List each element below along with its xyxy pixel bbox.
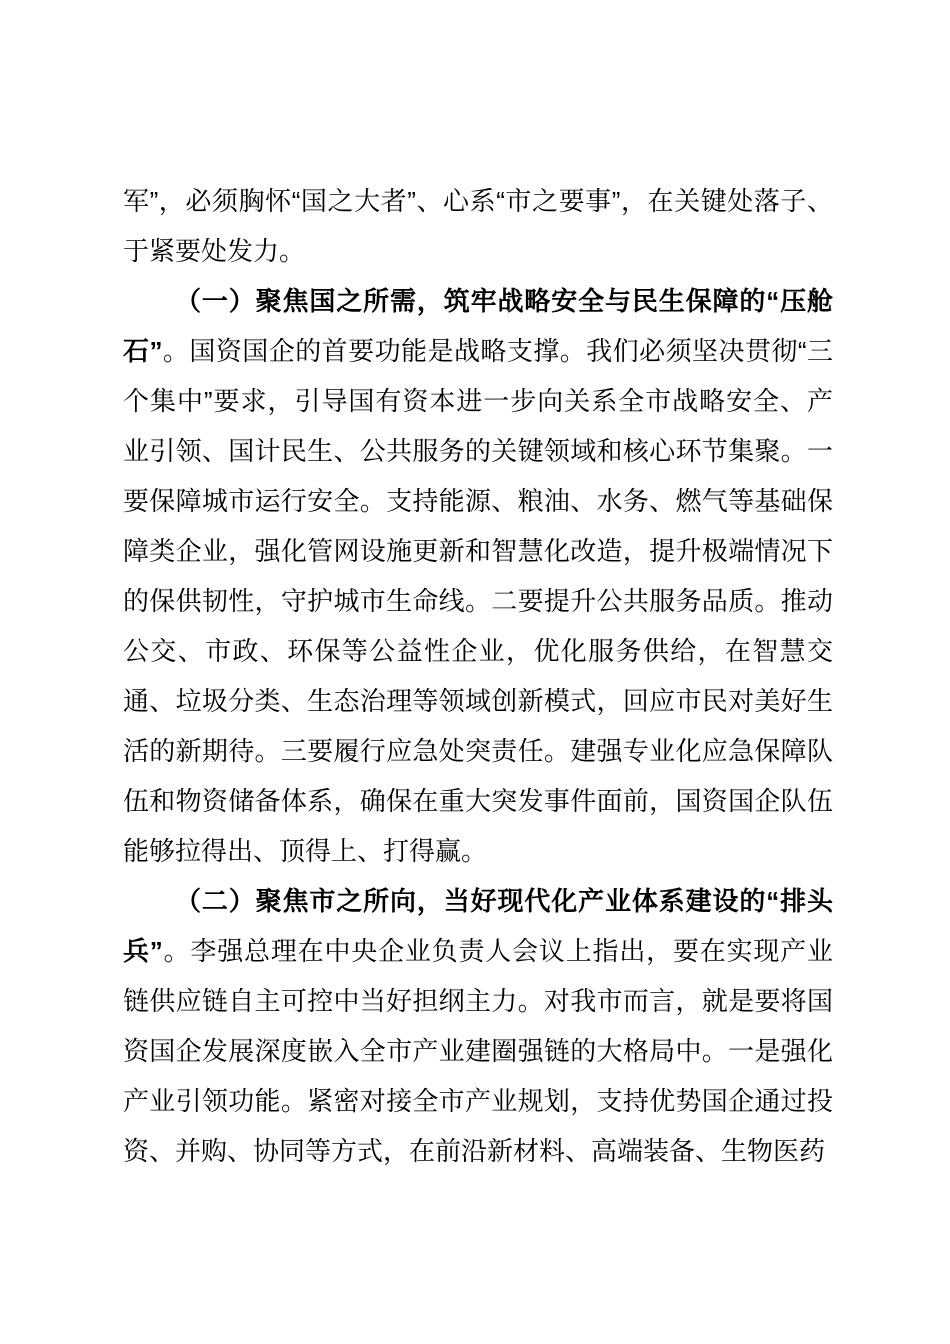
text-run: 。李强总理在中央企业负责人会议上指出，要在实现产业链供应链自主可控中当好担纲主力。对我市而言，就是要将国资国企发展深度嵌入全市产业建圈强链的大格局中。一是强化产业引领功能。紧密对接全市产业规划，支持优势国企通过投资、并购、协同等方式，在前沿新材料、高端装备、生物医药	[123, 936, 833, 1166]
document-body	[123, 176, 833, 1176]
bold-text-run: （二）聚焦市之所向，当好现代化产业体系建设的“排头兵”	[123, 886, 833, 966]
paragraph-section-two	[123, 876, 833, 1176]
paragraph-continuation	[123, 176, 833, 276]
text-run: 军”，必须胸怀“国之大者”、心系“市之要事”，在关键处落子、于紧要处发力。	[123, 186, 833, 266]
bold-text-run: （一）聚焦国之所需，筑牢战略安全与民生保障的“压舱石”	[123, 286, 833, 366]
paragraph-section-one	[123, 276, 833, 876]
text-run: 。国资国企的首要功能是战略支撑。我们必须坚决贯彻“三个集中”要求，引导国有资本进一步向关系全市战略安全、产业引领、国计民生、公共服务的关键领域和核心环节集聚。一要保障城市运行安全。支持能源、粮油、水务、燃气等基础保障类企业，强化管网设施更新和智慧化改造，提升极端情况下的保供韧性，守护城市生命线。二要提升公共服务品质。推动公交、市政、环保等公益性企业，优化服务供给，在智慧交通、垃圾分类、生态治理等领域创新模式，回应市民对美好生活的新期待。三要履行应急处突责任。建强专业化应急保障队伍和物资储备体系，确保在重大突发事件面前，国资国企队伍能够拉得出、顶得上、打得赢。	[123, 336, 833, 866]
